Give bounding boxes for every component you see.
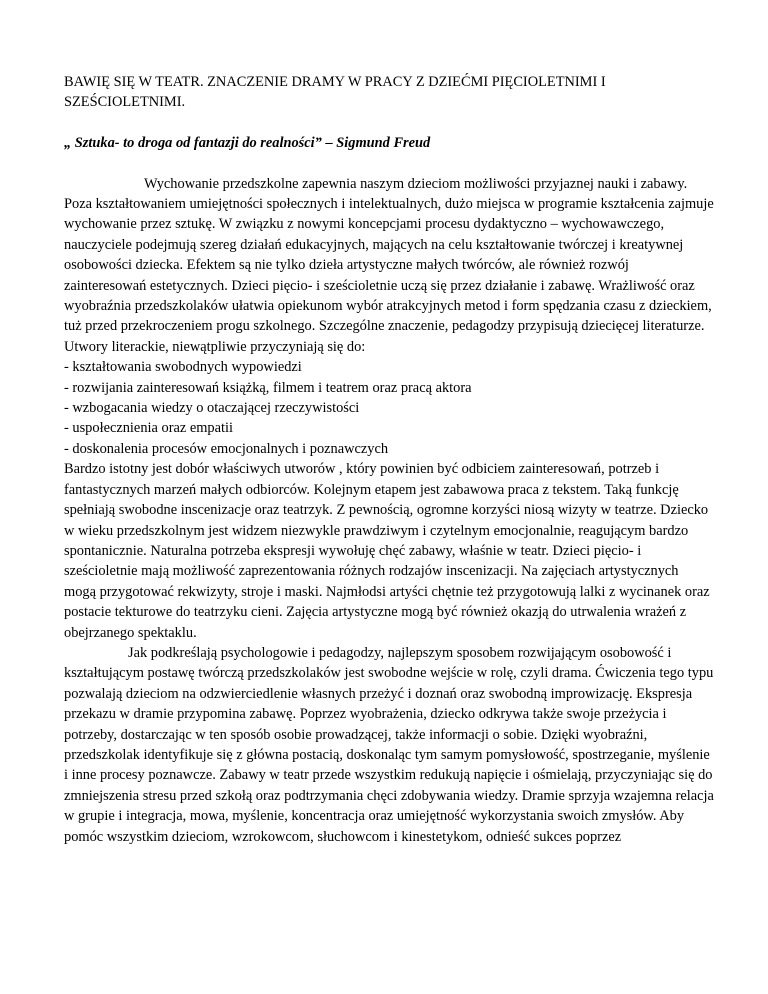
- epigraph-quote: „ Sztuka- to droga od fantazji do realności” – Sigmund Freud: [64, 134, 431, 151]
- list-item: - rozwijania zainteresowań książką, filmem i teatrem oraz pracą aktora: [64, 379, 472, 396]
- list-item: - wzbogacania wiedzy o otaczającej rzeczywistości: [64, 400, 360, 417]
- paragraph-1: Wychowanie przedszkolne zapewnia naszym dzieciom możliwości przyjaznej nauki i zabawy. Poza kształtowaniem umiejętności społecznych i intelektualnych, dużo miejsca w programie kształcenia zajmuje wychowanie przez sztukę. W związku z nowymi koncepcjami procesu dydaktyczno – wychowawczego, nauczyciele podejmują szereg działań edukacyjnych, mających na celu kształtowanie twórczej i kreatywnej osobowości dziecka. Efektem są nie tylko dzieła artystyczne małych twórców, ale również rozwój zainteresowań estetycznych. Dzieci pięcio- i sześcioletnie uczą się przez działanie i zabawę. Wrażliwość oraz wyobraźnia przedszkolaków ułatwia opiekunom wybór atrakcyjnych metod i form spędzania czasu z dzieckiem, tuż przed przekroczeniem progu szkolnego. Szczególne znaczenie, pedagodzy przypisują dziecięcej literaturze. Utwory literackie, niewątpliwie przyczyniają się do:: [64, 175, 714, 355]
- benefits-list: [64, 357, 714, 459]
- paragraph-2: Bardzo istotny jest dobór właściwych utworów , który powinien być odbiciem zainteresowań, potrzeb i fantastycznych marzeń małych odbiorców. Kolejnym etapem jest zabawowa praca z tekstem. Taką funkcję spełniają swobodne inscenizacje oraz teatrzyk. Z pewnością, ogromne korzyści niosą wizyty w teatrze. Dziecko w wieku przedszkolnym jest widzem niezwykle prawdziwym i czytelnym emocjonalnie, reagującym bardzo spontanicznie. Naturalna potrzeba ekspresji wywołuję chęć zabawy, właśnie w teatr. Dzieci pięcio- i sześcioletnie mają możliwość zaprezentowania różnych rodzajów inscenizacji. Na zajęciach artystycznych mogą przygotować rekwizyty, stroje i maski. Najmłodsi artyści chętnie też przygotowują lalki z wycinanek oraz postacie tekturowe do teatrzyku cieni. Zajęcia artystyczne mogą być również okazją do utrwalenia wrażeń z obejrzanego spektaklu.: [64, 461, 710, 641]
- title-line-1: BAWIĘ SIĘ W TEATR. ZNACZENIE DRAMY W PRACY Z DZIEĆMI PIĘCIOLETNIMI I: [64, 74, 606, 90]
- title-line-2: SZEŚCIOLETNIMI.: [64, 94, 186, 111]
- list-item: - kształtowania swobodnych wypowiedzi: [64, 359, 302, 376]
- document-body: [64, 72, 714, 847]
- list-item: - uspołecznienia oraz empatii: [64, 420, 234, 437]
- list-item: - doskonalenia procesów emocjonalnych i poznawczych: [64, 440, 389, 457]
- paragraph-3: Jak podkreślają psychologowie i pedagodzy, najlepszym sposobem rozwijającym osobowość i kształtującym postawę twórczą przedszkolaków jest swobodne wejście w rolę, czyli drama. Ćwiczenia tego typu pozwalają dzieciom na odzwierciedlenie własnych przeżyć i doznań oraz swobodną improwizację. Ekspresja przekazu w dramie przypomina zabawę. Poprzez wyobrażenia, dziecko odkrywa także swoje przeżycia i potrzeby, dostarczając w ten sposób osobie prowadzącej, także informacji o sobie. Dzięki wyobraźni, przedszkolak identyfikuje się z główna postacią, doskonaląc tym samym pomysłowość, spostrzeganie, myślenie i inne procesy poznawcze. Zabawy w teatr przede wszystkim redukują napięcie i ośmielają, przyczyniając się do zmniejszenia stresu przed szkołą oraz podtrzymania chęci zdobywania wiedzy. Dramie sprzyja wzajemna relacja w grupie i integracja, mowa, myślenie, koncentracja oraz umiejętność wykorzystania swoich zmysłów. Aby pomóc wszystkim dzieciom, wzrokowcom, słuchowcom i kinestetykom, odnieść sukces poprzez: [64, 644, 714, 845]
- document-title: [64, 72, 714, 113]
